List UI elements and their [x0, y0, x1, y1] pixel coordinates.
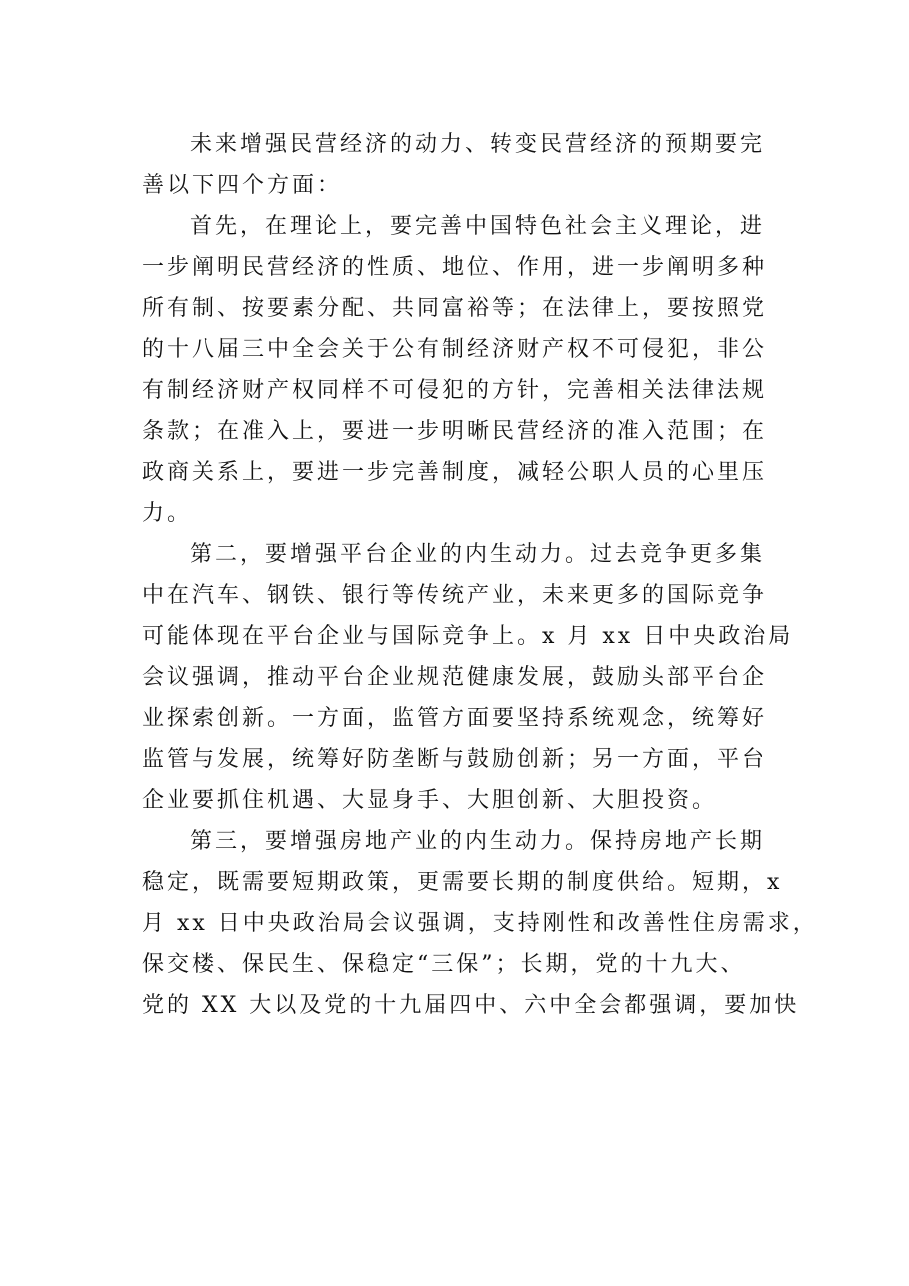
paragraph-1-line-2: 善以下四个方面： [142, 173, 343, 198]
paragraph-3-line-1: 第二，要增强平台企业的内生动力。过去竞争更多集 [190, 542, 766, 567]
paragraph-3-line-2: 中在汽车、钢铁、银行等传统产业，未来更多的国际竞争 [142, 583, 768, 608]
paragraph-2-line-3: 所有制、按要素分配、共同富裕等；在法律上，要按照党 [142, 296, 768, 321]
paragraph-2-line-4: 的十八届三中全会关于公有制经济财产权不可侵犯，非公 [142, 337, 768, 362]
paragraph-3-line-3: 可能体现在平台企业与国际竞争上。x 月 xx 日中央政治局 [142, 624, 794, 649]
paragraph-3-line-6: 监管与发展，统筹好防垄断与鼓励创新；另一方面，平台 [142, 747, 768, 772]
paragraph-2-line-1: 首先，在理论上，要完善中国特色社会主义理论，进 [190, 214, 766, 239]
document-body [142, 124, 818, 1026]
paragraph-2-line-2: 一步阐明民营经济的性质、地位、作用，进一步阐明多种 [142, 255, 768, 280]
paragraph-4-line-1: 第三，要增强房地产业的内生动力。保持房地产长期 [190, 829, 766, 854]
paragraph-3-line-7: 企业要抓住机遇、大显身手、大胆创新、大胆投资。 [142, 788, 718, 813]
paragraph-4-line-5: 党的 XX 大以及党的十九届四中、六中全会都强调，要加快 [142, 993, 800, 1018]
paragraph-4-line-2: 稳定，既需要短期政策，更需要长期的制度供给。短期，x [142, 870, 783, 895]
paragraph-4-line-3: 月 xx 日中央政治局会议强调，支持刚性和改善性住房需求， [142, 911, 818, 936]
paragraph-3-line-4: 会议强调，推动平台企业规范健康发展，鼓励头部平台企 [142, 665, 768, 690]
paragraph-2-line-5: 有制经济财产权同样不可侵犯的方针，完善相关法律法规 [142, 378, 768, 403]
paragraph-4-line-4: 保交楼、保民生、保稳定“三保”；长期，党的十九大、 [142, 952, 746, 977]
paragraph-3-line-5: 业探索创新。一方面，监管方面要坚持系统观念，统筹好 [142, 706, 768, 731]
paragraph-2-line-6: 条款；在准入上，要进一步明晰民营经济的准入范围；在 [142, 419, 768, 444]
paragraph-2-line-7: 政商关系上，要进一步完善制度，减轻公职人员的心里压 [142, 460, 768, 485]
paragraph-1-line-1: 未来增强民营经济的动力、转变民营经济的预期要完 [190, 132, 766, 157]
paragraph-2-line-8: 力。 [142, 501, 193, 526]
